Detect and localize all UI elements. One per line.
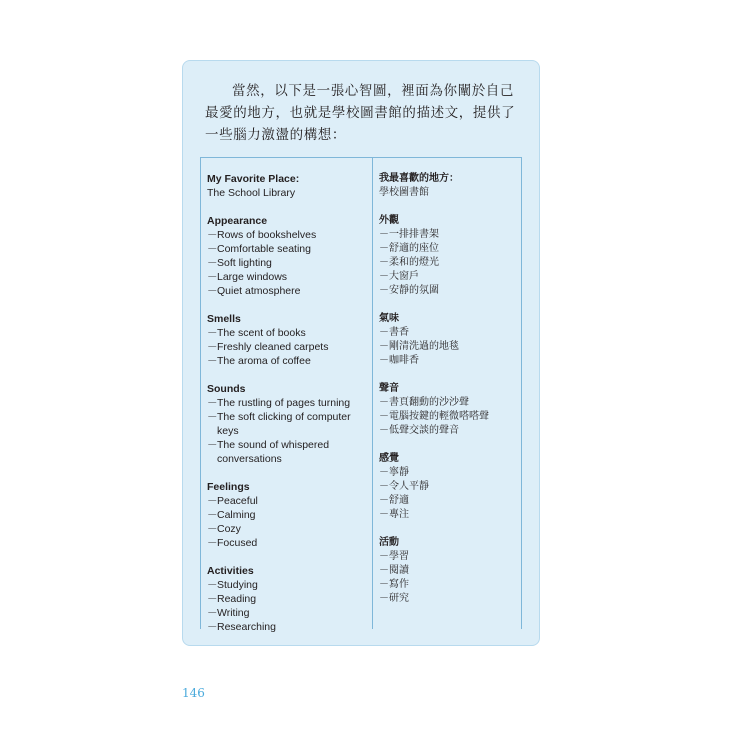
- chinese-list-item-text: 寫作: [389, 579, 409, 590]
- english-list-item-text: Rows of bookshelves: [217, 229, 317, 241]
- english-list-item-text: Peaceful: [217, 495, 258, 507]
- english-section-heading: Appearance: [207, 215, 268, 227]
- chinese-list-item: [379, 578, 519, 592]
- english-section: [207, 564, 367, 634]
- english-list-item-text: Soft lighting: [217, 257, 272, 269]
- english-section: [207, 312, 367, 368]
- english-list-item-text: Freshly cleaned carpets: [217, 341, 329, 353]
- english-title-value: The School Library: [207, 187, 296, 199]
- chinese-list-item: [379, 480, 519, 494]
- chinese-list-item: [379, 270, 519, 284]
- chinese-list-item: [379, 340, 519, 354]
- chinese-list-item-text: 舒適的座位: [389, 243, 439, 254]
- chinese-section: [379, 214, 519, 298]
- chinese-list-item: [379, 424, 519, 438]
- chinese-list-item-text: 書頁翻動的沙沙聲: [389, 397, 469, 408]
- intro-text: 當然，以下是一張心智圖，裡面為你闡於自己最愛的地方，也就是學校圖書館的描述文，提供了一些腦力激盪的構想：: [205, 83, 516, 143]
- english-list-item: [207, 578, 367, 592]
- chinese-list-item: [379, 228, 519, 242]
- chinese-section: [379, 382, 519, 438]
- chinese-list-item: [379, 466, 519, 480]
- chinese-column: [379, 172, 519, 620]
- chinese-list-item-text: 寧靜: [389, 467, 409, 478]
- chinese-list-item: [379, 592, 519, 606]
- chinese-section-heading: 氣味: [379, 313, 399, 324]
- chinese-list-item: [379, 396, 519, 410]
- english-list-item: [207, 508, 367, 522]
- english-list-item: [207, 228, 367, 242]
- chinese-list-item-text: 低聲交談的聲音: [389, 425, 459, 436]
- english-list-item-text: Researching: [217, 621, 276, 633]
- english-column: [207, 172, 367, 648]
- english-section-heading: Activities: [207, 565, 254, 577]
- english-sections: [207, 214, 367, 634]
- chinese-section: [379, 312, 519, 368]
- english-list-item: [207, 284, 367, 298]
- chinese-sections: [379, 214, 519, 606]
- english-list-item-text: Calming: [217, 509, 256, 521]
- column-divider: [372, 157, 373, 629]
- chinese-list-item-text: 一排排書架: [389, 229, 439, 240]
- english-section-heading: Sounds: [207, 383, 246, 395]
- chinese-title-block: [379, 172, 519, 200]
- chinese-list-item-text: 學習: [389, 551, 409, 562]
- chinese-list-item: [379, 564, 519, 578]
- english-list-item: [207, 620, 367, 634]
- english-list-item-text: Focused: [217, 537, 258, 549]
- chinese-list-item-text: 大窗戶: [389, 271, 419, 282]
- chinese-section: [379, 536, 519, 606]
- english-section: [207, 382, 367, 466]
- chinese-list-item-text: 舒適: [389, 495, 409, 506]
- english-list-item-text: The aroma of coffee: [217, 355, 311, 367]
- chinese-list-item: [379, 494, 519, 508]
- english-list-item: [207, 438, 367, 466]
- intro-paragraph: [205, 80, 523, 146]
- chinese-list-item: [379, 508, 519, 522]
- chinese-section-heading: 外觀: [379, 215, 399, 226]
- english-list-item-text: The sound of whispered conversations: [217, 439, 330, 465]
- chinese-list-item: [379, 354, 519, 368]
- english-list-item-text: Large windows: [217, 271, 288, 283]
- chinese-list-item-text: 安靜的氛圍: [389, 285, 439, 296]
- chinese-list-item-text: 柔和的燈光: [389, 257, 439, 268]
- chinese-section-heading: 聲音: [379, 383, 399, 394]
- english-list-item: [207, 270, 367, 284]
- english-list-item: [207, 410, 367, 438]
- english-list-item-text: The scent of books: [217, 327, 306, 339]
- english-list-item-text: The soft clicking of computer keys: [217, 411, 351, 437]
- chinese-list-item-text: 令人平靜: [389, 481, 429, 492]
- english-list-item: [207, 326, 367, 340]
- english-list-item: [207, 256, 367, 270]
- english-section-heading: Smells: [207, 313, 241, 325]
- english-list-item-text: Reading: [217, 593, 257, 605]
- chinese-list-item: [379, 256, 519, 270]
- chinese-list-item-text: 閱讀: [389, 565, 409, 576]
- english-list-item: [207, 340, 367, 354]
- chinese-list-item: [379, 284, 519, 298]
- english-section-heading: Feelings: [207, 481, 250, 493]
- chinese-list-item-text: 專注: [389, 509, 409, 520]
- english-list-item: [207, 354, 367, 368]
- chinese-list-item-text: 研究: [389, 593, 409, 604]
- chinese-list-item-text: 咖啡香: [389, 355, 419, 366]
- chinese-title-value: 學校圖書館: [379, 187, 429, 198]
- english-title-label: My Favorite Place:: [207, 173, 300, 185]
- chinese-list-item: [379, 326, 519, 340]
- english-section: [207, 214, 367, 298]
- english-list-item-text: Cozy: [217, 523, 241, 535]
- english-list-item-text: Comfortable seating: [217, 243, 311, 255]
- chinese-section: [379, 452, 519, 522]
- english-list-item: [207, 606, 367, 620]
- chinese-list-item: [379, 550, 519, 564]
- chinese-section-heading: 活動: [379, 537, 399, 548]
- chinese-list-item: [379, 410, 519, 424]
- english-list-item: [207, 536, 367, 550]
- page-number: 146: [182, 686, 205, 700]
- english-list-item-text: Writing: [217, 607, 250, 619]
- english-section: [207, 480, 367, 550]
- chinese-list-item-text: 電腦按鍵的輕微嗒嗒聲: [389, 411, 489, 422]
- chinese-title-label: 我最喜歡的地方：: [379, 173, 459, 184]
- english-list-item-text: The rustling of pages turning: [217, 397, 351, 409]
- english-title-block: [207, 172, 367, 200]
- english-list-item: [207, 242, 367, 256]
- english-list-item: [207, 396, 367, 410]
- chinese-list-item-text: 剛清洗過的地毯: [389, 341, 459, 352]
- chinese-list-item-text: 書香: [389, 327, 409, 338]
- english-list-item: [207, 592, 367, 606]
- english-list-item: [207, 522, 367, 536]
- english-list-item-text: Quiet atmosphere: [217, 285, 301, 297]
- english-list-item: [207, 494, 367, 508]
- chinese-list-item: [379, 242, 519, 256]
- chinese-section-heading: 感覺: [379, 453, 399, 464]
- english-list-item-text: Studying: [217, 579, 258, 591]
